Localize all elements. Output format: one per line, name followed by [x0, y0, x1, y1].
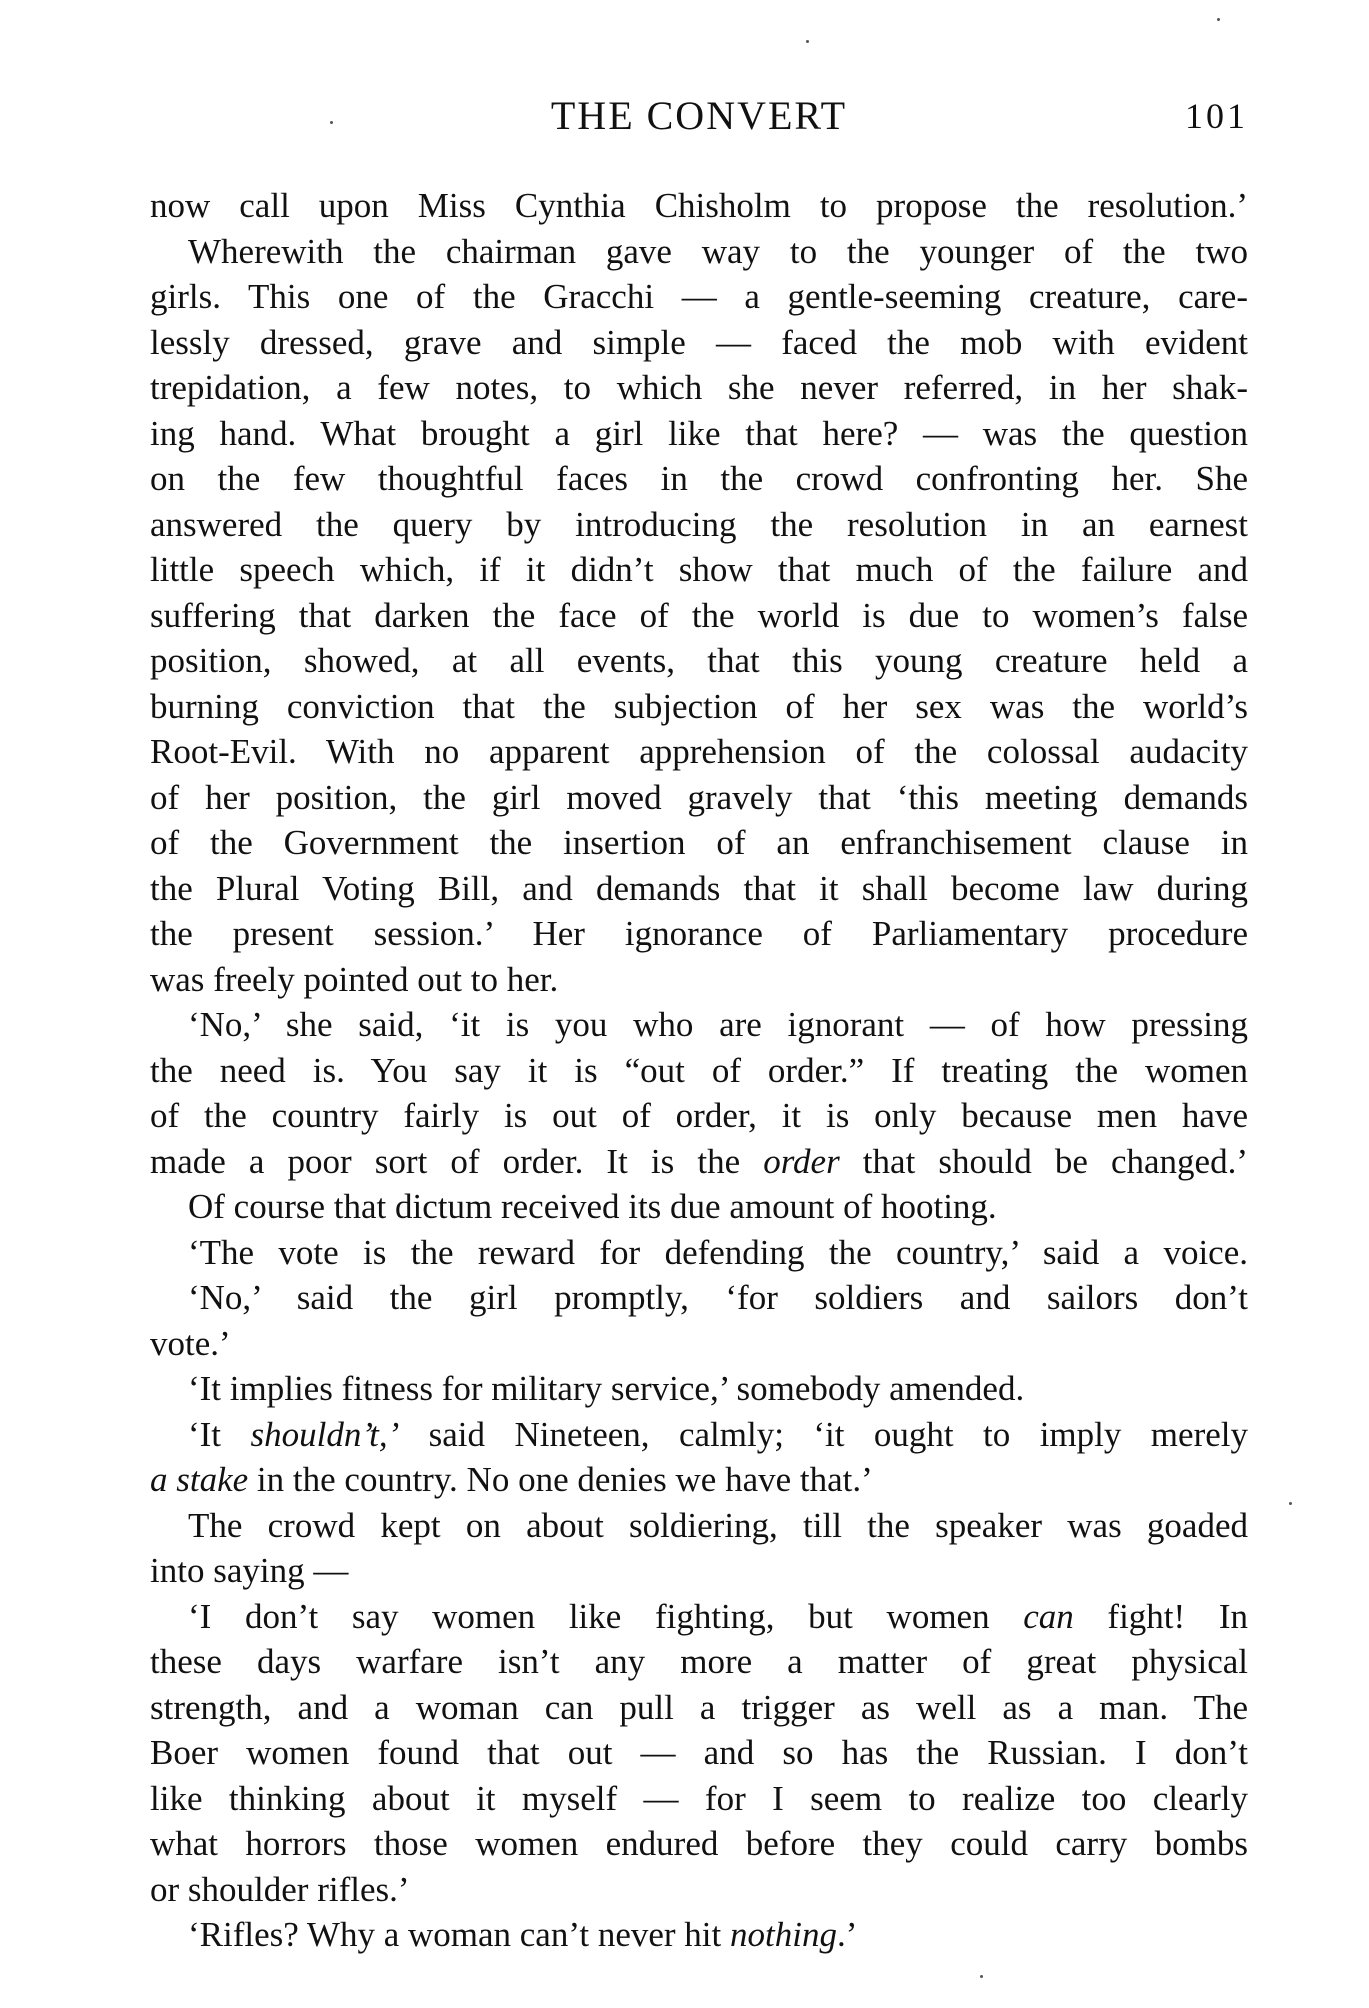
text-line: of the Government the insertion of an enfranchisement clause in [150, 823, 1248, 862]
text-line: of the country fairly is out of order, it is only because men have [150, 1096, 1248, 1135]
text-run: ‘I don’t say women like fighting, but women [188, 1596, 1024, 1636]
text-line: answered the query by introducing the resolution in an earnest [150, 504, 1248, 544]
text-line: position, showed, at all events, that this young creature held a [150, 641, 1248, 680]
text-line: Of course that dictum received its due amount of hooting. [188, 1187, 997, 1226]
text-line: ‘No,’ said the girl promptly, ‘for soldiers and sailors don’t [188, 1278, 1248, 1317]
text-run: ‘It [188, 1414, 251, 1454]
text-line: strength, and a woman can pull a trigger as well as a man. The [150, 1687, 1248, 1727]
text-run: fight! In [1073, 1596, 1248, 1636]
text-line: these days warfare isn’t any more a matter of great physical [150, 1642, 1248, 1681]
text-line: ‘No,’ she said, ‘it is you who are ignorant — of how pressing [188, 1005, 1248, 1044]
paper-speck [980, 1975, 983, 1978]
text-line: vote.’ [150, 1323, 231, 1363]
page-number: 101 [1185, 96, 1248, 136]
text-line: the Plural Voting Bill, and demands that it shall become law during [150, 868, 1248, 908]
italic-word: nothing [730, 1915, 837, 1954]
body-text [150, 183, 1248, 1958]
text-line: Root-Evil. With no apparent apprehension of the colossal audacity [150, 732, 1248, 771]
text-line: Wherewith the chairman gave way to the younger of the two [188, 231, 1248, 271]
text-run: made a poor sort of order. It is the [150, 1141, 764, 1181]
text-line: little speech which, if it didn’t show that much of the failure and [150, 550, 1248, 589]
text-line: like thinking about it myself — for I seem to realize too clearly [150, 1778, 1248, 1818]
text-line: of her position, the girl moved gravely that ‘this meeting demands [150, 777, 1248, 817]
text-line: trepidation, a few notes, to which she never referred, in her shak- [150, 368, 1248, 407]
text-run: ‘Rifles? Why a woman can’t never hit [188, 1915, 731, 1954]
text-line [150, 1594, 1248, 1640]
text-line [150, 1457, 1248, 1503]
text-line: the need is. You say it is “out of order.” If treating the women [150, 1050, 1248, 1090]
text-line: ‘It implies fitness for military service,’ somebody amended. [188, 1369, 1025, 1408]
text-run: .’ [836, 1915, 858, 1954]
text-line: burning conviction that the subjection of her sex was the world’s [150, 686, 1248, 726]
paper-speck [1217, 18, 1220, 21]
text-line: on the few thoughtful faces in the crowd confronting her. She [150, 459, 1248, 498]
italic-word: shouldn’t,’ [250, 1414, 400, 1454]
running-title: THE CONVERT [550, 93, 848, 138]
text-run: said Nineteen, calmly; ‘it ought to imply merely [399, 1414, 1248, 1454]
text-line: ing hand. What brought a girl like that here? — was the question [150, 413, 1248, 453]
text-line: into saying — [150, 1551, 349, 1590]
text-run: that should be changed.’ [839, 1141, 1248, 1181]
text-line: Boer women found that out — and so has the Russian. I don’t [150, 1733, 1248, 1772]
text-line: what horrors those women endured before they could carry bombs [150, 1824, 1248, 1863]
paper-speck [1289, 1502, 1292, 1505]
text-line: or shoulder rifles.’ [150, 1869, 410, 1909]
text-line [150, 1912, 1248, 1958]
paper-speck [330, 121, 333, 124]
text-run: in the country. No one denies we have that.’ [248, 1460, 873, 1499]
text-line: girls. This one of the Gracchi — a gentle-seeming creature, care- [150, 277, 1248, 316]
text-line [150, 1412, 1248, 1458]
text-line [150, 1139, 1248, 1185]
text-line: now call upon Miss Cynthia Chisholm to propose the resolution.’ [150, 186, 1248, 225]
running-head [150, 86, 1248, 146]
italic-word: a stake [150, 1460, 249, 1499]
text-line: The crowd kept on about soldiering, till the speaker was goaded [188, 1505, 1248, 1545]
text-line: was freely pointed out to her. [150, 959, 559, 999]
text-line: suffering that darken the face of the world is due to women’s false [150, 595, 1248, 635]
paper-speck [806, 40, 809, 43]
italic-word: order [763, 1141, 840, 1181]
text-line: lessly dressed, grave and simple — faced the mob with evident [150, 322, 1248, 362]
text-line: the present session.’ Her ignorance of Parliamentary procedure [150, 914, 1248, 953]
text-line: ‘The vote is the reward for defending the country,’ said a voice. [188, 1232, 1248, 1272]
italic-word: can [1023, 1596, 1074, 1636]
